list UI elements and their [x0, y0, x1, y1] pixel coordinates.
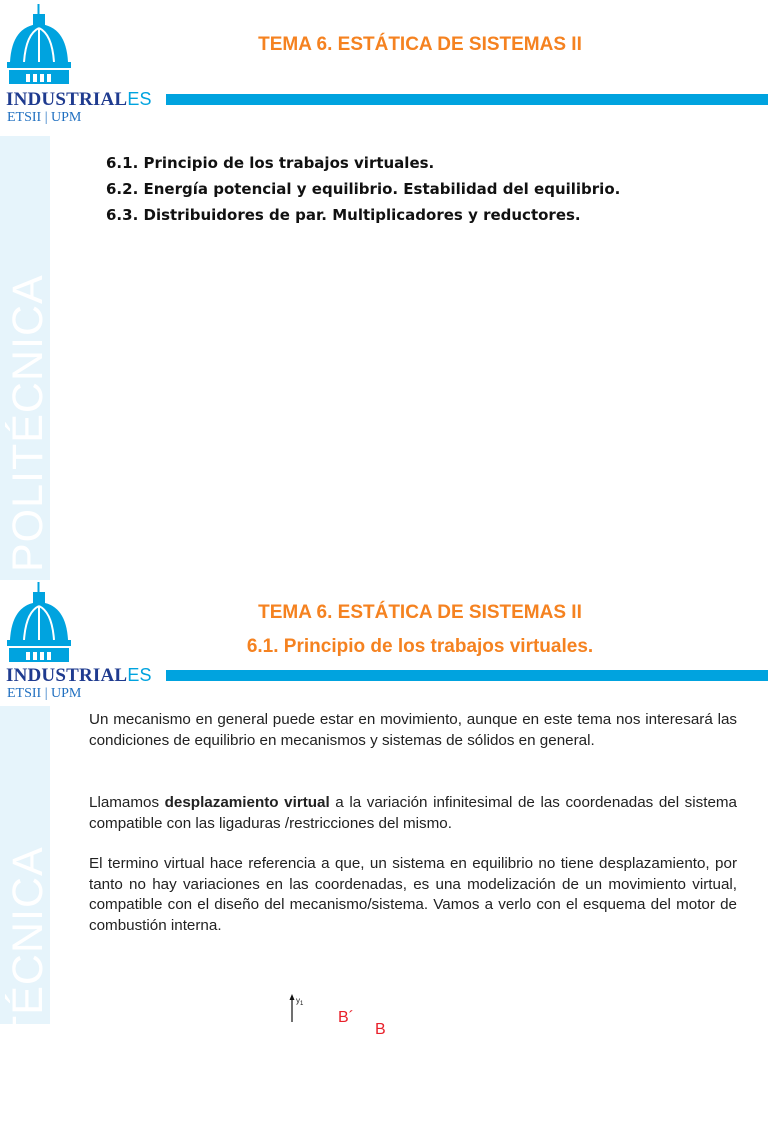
dome-logo-icon: [6, 582, 72, 664]
slide-title: TEMA 6. ESTÁTICA DE SISTEMAS II: [258, 602, 582, 623]
slide-subtitle: 6.1. Principio de los trabajos virtuales.: [246, 636, 594, 657]
toc-item: 6.2. Energía potencial y equilibrio. Estabilidad del equilibrio.: [106, 180, 621, 198]
sidebar-word: POLITÉCNICA: [4, 846, 52, 1144]
slide-2: [0, 580, 768, 1144]
paragraph-intro: Un mecanismo en general puede estar en movimiento, aunque en este tema nos interesará las condiciones de equilibrio en mecanismos y sistemas de sólidos en general.: [89, 711, 737, 749]
term-highlight: desplazamiento virtual: [164, 794, 330, 811]
slide-title: TEMA 6. ESTÁTICA DE SISTEMAS II: [258, 34, 582, 55]
toc-item: 6.1. Principio de los trabajos virtuales.: [106, 154, 435, 172]
logo-subtitle: ETSII | UPM: [7, 686, 82, 701]
logo-subtitle: ETSII | UPM: [7, 110, 82, 125]
paragraph-explanation: El termino virtual hace referencia a que, un sistema en equilibrio no tiene desplazamiento, por tanto no hay variaciones en las coordenadas, es una modelización de un movimiento virtual, compatible con el diseño del mecanismo/sistema. Vamos a verlo con el esquema del motor de combustión interna.: [89, 855, 737, 934]
point-label-b-prime: B´: [338, 1009, 354, 1026]
axis-label: $y_1$: [296, 996, 304, 1007]
sidebar-word: POLITÉCNICA: [4, 274, 52, 572]
header-bar: [166, 94, 768, 105]
dome-logo-icon: [6, 4, 72, 86]
mechanism-diagram: [280, 992, 410, 1038]
toc-item: 6.3. Distribuidores de par. Multiplicadores y reductores.: [106, 206, 581, 224]
header-bar: [166, 670, 768, 681]
table-of-contents: [106, 150, 620, 228]
logo-wordmark: INDUSTRIALES: [6, 89, 152, 110]
point-label-b: B: [375, 1021, 386, 1038]
sidebar-band: [0, 706, 52, 1144]
paragraph-definition: Llamamos desplazamiento virtual a la variación infinitesimal de las coordenadas del sistema compatible con las ligaduras /restricciones del mismo.: [89, 794, 738, 832]
sidebar-band: [0, 136, 50, 580]
logo-wordmark: INDUSTRIALES: [6, 665, 152, 686]
